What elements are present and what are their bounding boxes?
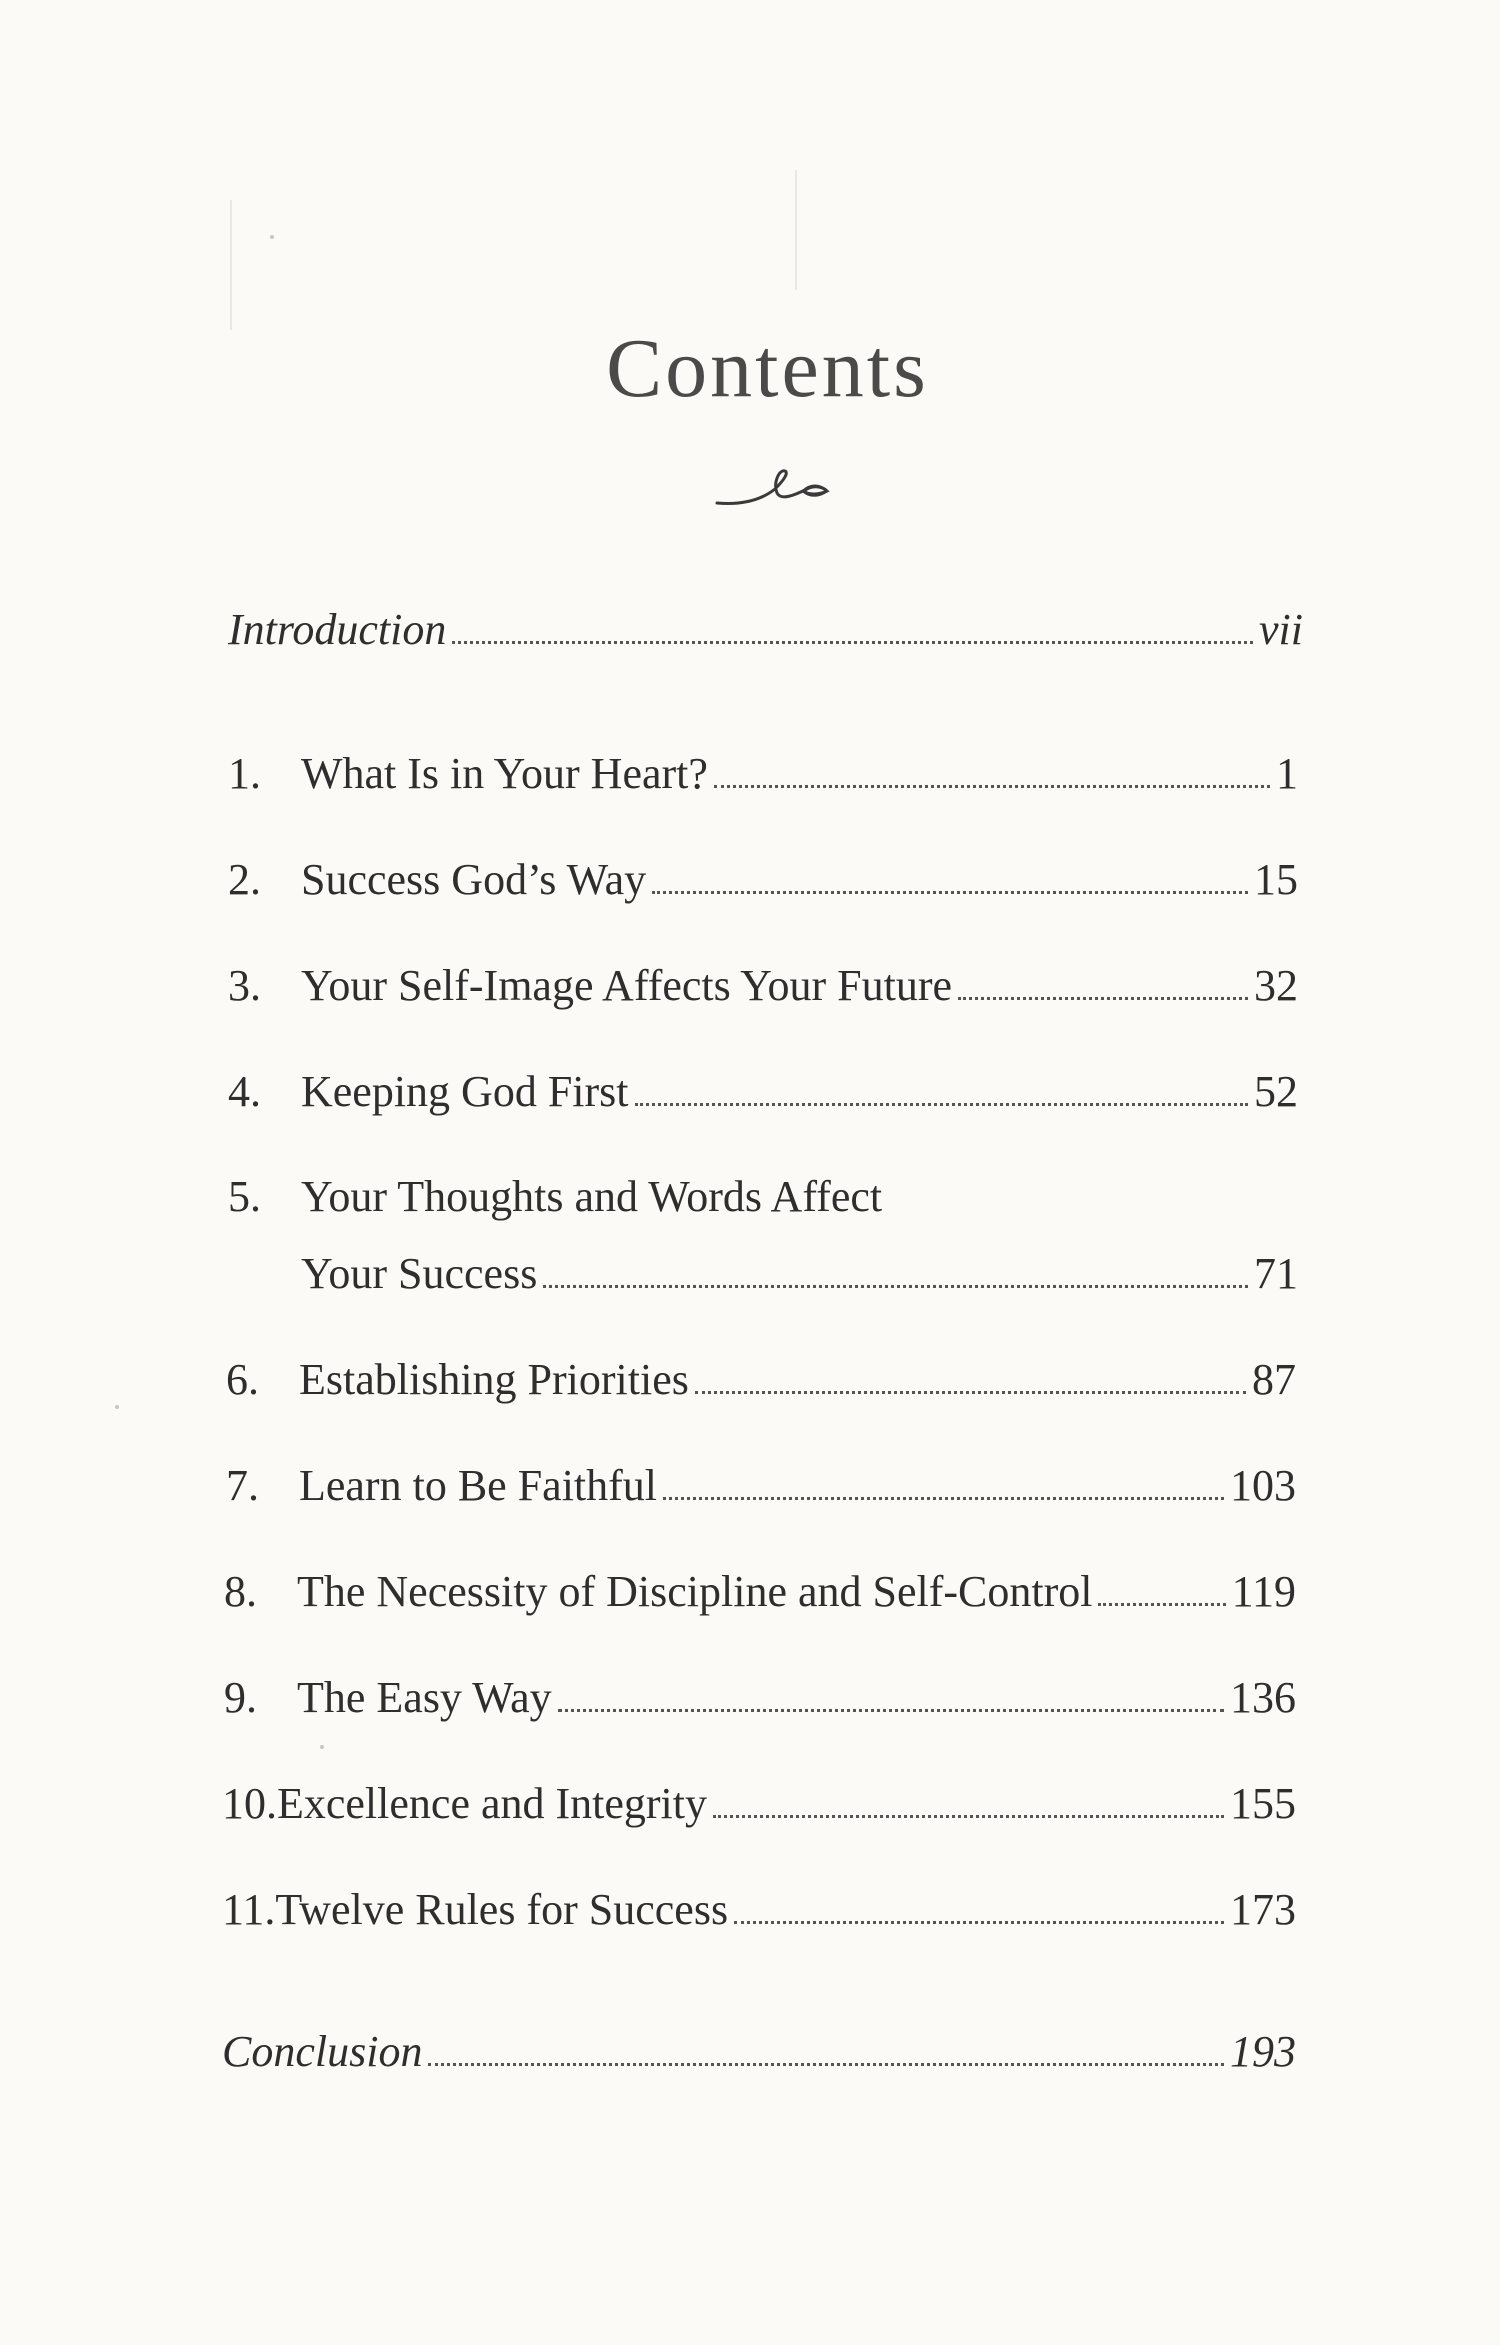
toc-entry-number: 4. <box>228 1067 261 1116</box>
toc-entry-chapter-5[interactable] <box>301 1249 1298 1298</box>
toc-entry-number: 2. <box>228 855 261 904</box>
dot-leader <box>452 641 1253 644</box>
dot-leader <box>1098 1603 1225 1606</box>
dot-leader <box>695 1391 1246 1394</box>
toc-entry-page: 15 <box>1254 855 1298 904</box>
toc-entry-title: What Is in Your Heart? <box>301 749 708 798</box>
toc-entry-page: 1 <box>1276 749 1298 798</box>
toc-entry-title: Keeping God First <box>301 1067 629 1116</box>
toc-entry-page: 193 <box>1230 2027 1296 2076</box>
toc-entry-title: Learn to Be Faithful <box>299 1461 658 1510</box>
toc-entry-page: 136 <box>1230 1673 1296 1722</box>
toc-entry-chapter-7[interactable] <box>226 1461 1296 1510</box>
toc-entry-number: 6. <box>226 1355 259 1404</box>
toc-entry-number: 11. <box>222 1885 276 1934</box>
dot-leader <box>543 1285 1248 1288</box>
dot-leader <box>958 997 1248 1000</box>
dot-leader <box>734 1921 1224 1924</box>
toc-entry-title-line1: Your Thoughts and Words Affect <box>301 1172 883 1221</box>
page-artifact <box>230 200 232 330</box>
toc-entry-chapter-3[interactable] <box>228 961 1298 1010</box>
toc-entry-page: 71 <box>1254 1249 1298 1298</box>
toc-entry-title: Introduction <box>228 605 447 654</box>
page-title: Contents <box>606 322 929 415</box>
toc-entry-title: Conclusion <box>222 2027 423 2076</box>
toc-entry-page: 119 <box>1231 1567 1296 1616</box>
page-artifact <box>270 235 274 239</box>
toc-entry-title: Twelve Rules for Success <box>275 1885 729 1934</box>
toc-entry-number: 9. <box>224 1673 257 1722</box>
page-artifact <box>115 1405 119 1409</box>
toc-entry-chapter-6[interactable] <box>226 1355 1296 1404</box>
dot-leader <box>558 1709 1224 1712</box>
toc-entry-title: The Necessity of Discipline and Self-Control <box>297 1567 1093 1616</box>
toc-entry-page: 155 <box>1230 1779 1296 1828</box>
dot-leader <box>635 1103 1248 1106</box>
toc-entry-chapter-2[interactable] <box>228 855 1298 904</box>
toc-entry-number: 5. <box>228 1172 261 1221</box>
toc-entry-number: 7. <box>226 1461 259 1510</box>
leaf-ornament-icon <box>715 465 830 515</box>
toc-entry-number: 3. <box>228 961 261 1010</box>
toc-entry-title: The Easy Way <box>297 1673 552 1722</box>
dot-leader <box>652 891 1248 894</box>
toc-entry-page: 32 <box>1254 961 1298 1010</box>
page-artifact <box>320 1745 324 1749</box>
toc-entry-chapter-4[interactable] <box>228 1067 1298 1116</box>
dot-leader <box>713 1815 1224 1818</box>
toc-entry-page: 103 <box>1230 1461 1296 1510</box>
toc-entry-number: 1. <box>228 749 261 798</box>
dot-leader <box>714 785 1270 788</box>
toc-entry-page: 173 <box>1230 1885 1296 1934</box>
toc-entry-chapter-8[interactable] <box>224 1567 1296 1616</box>
toc-entry-title: Success God’s Way <box>301 855 647 904</box>
toc-entry-conclusion[interactable] <box>222 2027 1296 2076</box>
page-artifact <box>795 170 797 290</box>
toc-entry-chapter-5-line1[interactable] <box>228 1172 883 1221</box>
toc-entry-chapter-9[interactable] <box>224 1673 1296 1722</box>
toc-entry-title: Establishing Priorities <box>299 1355 689 1404</box>
toc-entry-chapter-10[interactable] <box>222 1779 1296 1828</box>
dot-leader <box>663 1497 1224 1500</box>
toc-entry-chapter-11[interactable] <box>222 1885 1296 1934</box>
dot-leader <box>428 2063 1224 2066</box>
toc-entry-title: Your Success <box>301 1249 538 1298</box>
toc-entry-title: Your Self-Image Affects Your Future <box>301 961 953 1010</box>
toc-entry-number: 10. <box>222 1779 277 1828</box>
toc-entry-chapter-1[interactable] <box>228 749 1298 798</box>
toc-entry-page: 87 <box>1252 1355 1296 1404</box>
toc-entry-introduction[interactable] <box>228 605 1303 654</box>
toc-entry-title: Excellence and Integrity <box>277 1779 708 1828</box>
toc-entry-page: 52 <box>1254 1067 1298 1116</box>
toc-entry-number: 8. <box>224 1567 257 1616</box>
toc-entry-page: vii <box>1259 605 1303 654</box>
